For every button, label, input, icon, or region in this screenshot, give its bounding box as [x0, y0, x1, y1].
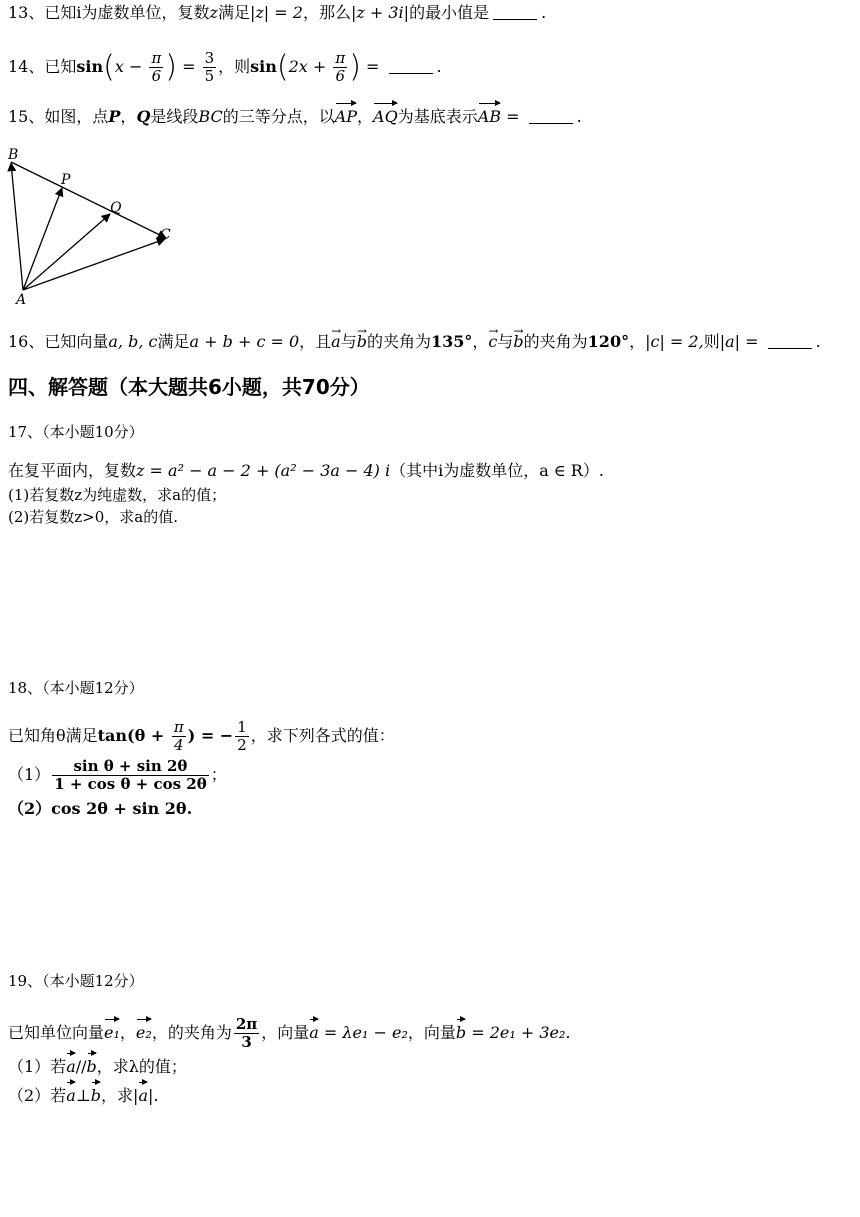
label-c: C	[160, 227, 171, 243]
segment-bc	[11, 162, 166, 238]
question-19-part-1: （1）若a//b，求λ的值；	[8, 1057, 187, 1076]
label-q: Q	[110, 200, 122, 216]
question-17-part-1: (1)若复数z为纯虚数，求a的值；	[8, 486, 227, 504]
answer-blank[interactable]	[529, 123, 573, 124]
question-18-part-2: （2）cos 2θ + sin 2θ.	[8, 799, 193, 818]
answer-blank[interactable]	[389, 73, 433, 74]
section-title: 四、解答题（本大题共6小题，共70分）	[8, 375, 370, 399]
vector-aq	[23, 214, 110, 290]
answer-blank[interactable]	[493, 19, 537, 20]
question-19-stem: 已知单位向量e₁，e₂，的夹角为 $\frac{2\pi}{3}$ ，向量a = λe₁ − e₂，向量b = 2e₁ + 3e₂.	[8, 1015, 571, 1051]
fraction-pi-6: $\frac{\pi}{6}$	[151, 49, 162, 85]
question-18-header: 18、（本小题12分）	[8, 679, 144, 697]
question-17-part-2: (2)若复数z>0，求a的值.	[8, 508, 178, 526]
vector-ap	[23, 188, 62, 290]
question-19-header: 19、（本小题12分）	[8, 972, 144, 990]
vector-ac	[23, 239, 165, 290]
question-17-header: 17、（本小题10分）	[8, 423, 144, 441]
label-p: P	[61, 172, 71, 188]
label-a: A	[16, 292, 27, 308]
question-17-stem: 在复平面内，复数z = a² − a − 2 + (a² − 3a − 4) i（其中i为虚数单位，a ∈ R）.	[8, 461, 604, 480]
label-b: B	[8, 147, 19, 163]
vector-ab	[11, 163, 23, 290]
question-14: 14、已知sin(x − $\frac{\pi}{6}$ ) = $\frac{3}{5}$ ，则sin(2x + $\frac{\pi}{6}$ ) = .	[8, 49, 442, 85]
question-16: 16、已知向量a, b, c满足a + b + c = 0，且→ a与→ b的夹角为135°，→ c与→ b的夹角为120°，|c| = 2,则|a| = .	[8, 331, 821, 353]
question-19-part-2: （2）若a⊥b，求|a|.	[8, 1086, 159, 1105]
answer-blank[interactable]	[768, 348, 812, 349]
fraction-3-5: $\frac{3}{5}$	[204, 49, 215, 85]
triangle-figure	[6, 146, 186, 308]
question-18-part-1: （1） $\frac{\text{sin θ + sin 2θ}}{\text{1 + cos θ + cos 2θ}}$ ；	[8, 757, 227, 793]
question-18-stem: 已知角θ满足tan(θ + $\frac{\pi}{4}$ ) = − $\frac{1}{2}$ ，求下列各式的值：	[8, 718, 395, 754]
question-15: 15、如图，点P，Q是线段BC的三等分点，以AP，AQ为基底表示AB = .	[8, 107, 582, 126]
question-13: 13、已知i为虚数单位，复数z满足|z| = 2，那么|z + 3i|的最小值是 .	[8, 3, 547, 22]
